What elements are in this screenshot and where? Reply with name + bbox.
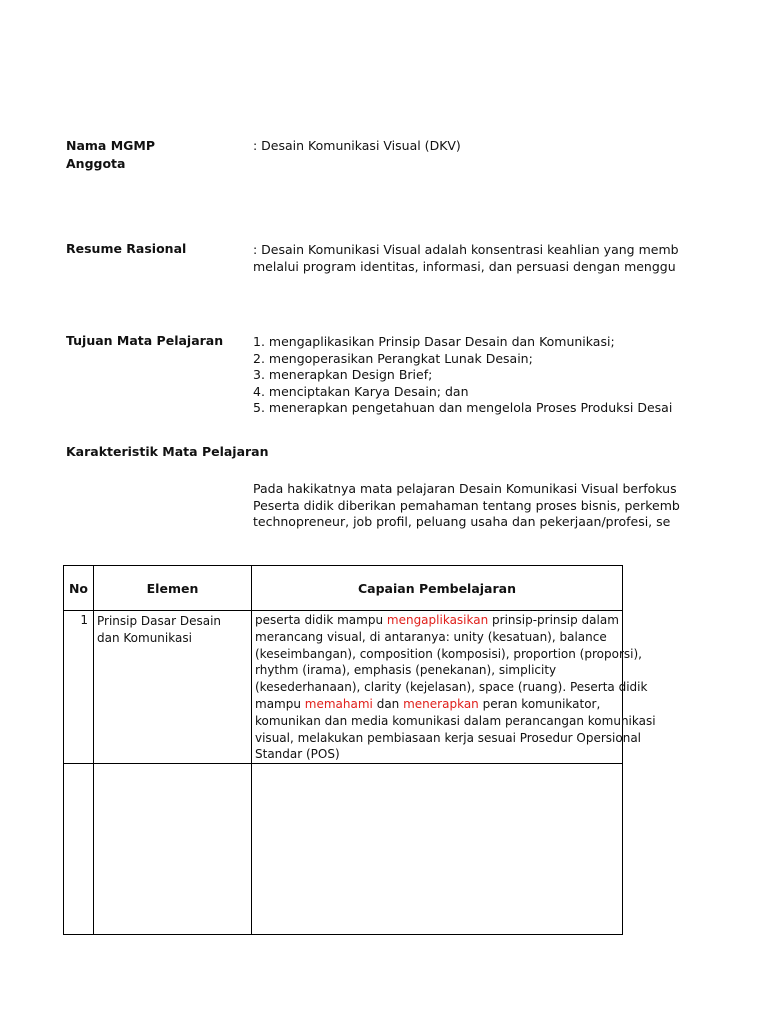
capaian-line: Standar (POS) (255, 747, 340, 762)
capaian-line: rhythm (irama), emphasis (penekanan), simplicity (255, 663, 557, 678)
row-capaian (252, 611, 656, 764)
tujuan-label: Tujuan Mata Pelajaran (66, 333, 224, 348)
tujuan-item: 3. menerapkan Design Brief; (253, 367, 433, 382)
resume-line: : Desain Komunikasi Visual adalah konsentrasi keahlian yang memb (253, 242, 679, 257)
table-row-empty (64, 764, 623, 935)
capaian-line: (keseimbangan), composition (komposisi), proportion (proporsi), (255, 646, 642, 661)
highlight-memahami: memahami (304, 696, 373, 711)
resume-rasional-label: Resume Rasional (66, 241, 187, 256)
empty-cell (94, 764, 252, 935)
row-elemen (94, 611, 252, 764)
table-row (64, 611, 623, 764)
tujuan-list (253, 334, 673, 417)
highlight-menerapkan: menerapkan (403, 696, 479, 711)
capaian-table (63, 565, 656, 935)
nama-mgmp-label: Nama MGMP (66, 138, 156, 153)
karakteristik-line: technopreneur, job profil, peluang usaha dan pekerjaan/profesi, se (253, 514, 671, 529)
nama-mgmp-value: : Desain Komunikasi Visual (DKV) (253, 138, 461, 153)
capaian-line: (kesederhanaan), clarity (kejelasan), space (ruang). Peserta didik (255, 680, 648, 695)
highlight-mengaplikasikan: mengaplikasikan (386, 613, 489, 627)
karakteristik-line: Pada hakikatnya mata pelajaran Desain Komunikasi Visual berfokus (253, 481, 677, 496)
elemen-line: dan Komunikasi (97, 630, 192, 645)
empty-cell (64, 764, 94, 935)
resume-line: melalui program identitas, informasi, dan persuasi dengan menggu (253, 258, 676, 274)
tujuan-item: 1. mengaplikasikan Prinsip Dasar Desain dan Komunikasi; (253, 334, 615, 349)
table-header-row (64, 566, 623, 611)
header-capaian: Capaian Pembelajaran (252, 566, 623, 611)
header-elemen: Elemen (94, 566, 252, 611)
capaian-line: visual, melakukan pembiasaan kerja sesuai Prosedur Opersional (255, 730, 642, 745)
header-no: No (64, 566, 94, 611)
tujuan-item: 2. mengoperasikan Perangkat Lunak Desain; (253, 350, 533, 366)
capaian-line: peserta didik mampu mengaplikasikan prinsip-prinsip dalam (255, 613, 619, 627)
capaian-line: mampu memahami dan menerapkan peran komunikator, (255, 696, 601, 711)
row-no: 1 (64, 611, 94, 764)
karakteristik-text (253, 481, 680, 531)
tujuan-item: 5. menerapkan pengetahuan dan mengelola Proses Produksi Desai (253, 400, 673, 415)
capaian-line: komunikan dan media komunikasi dalam perancangan komunikasi (255, 713, 656, 728)
elemen-line: Prinsip Dasar Desain (97, 614, 222, 628)
capaian-line: merancang visual, di antaranya: unity (kesatuan), balance (255, 629, 607, 644)
empty-cell (252, 764, 623, 935)
tujuan-item: 4. menciptakan Karya Desain; dan (253, 383, 469, 399)
anggota-label: Anggota (66, 156, 126, 171)
karakteristik-line: Peserta didik diberikan pemahaman tentang proses bisnis, perkemb (253, 497, 680, 513)
karakteristik-label: Karakteristik Mata Pelajaran (66, 444, 269, 459)
resume-rasional-text (253, 242, 679, 275)
